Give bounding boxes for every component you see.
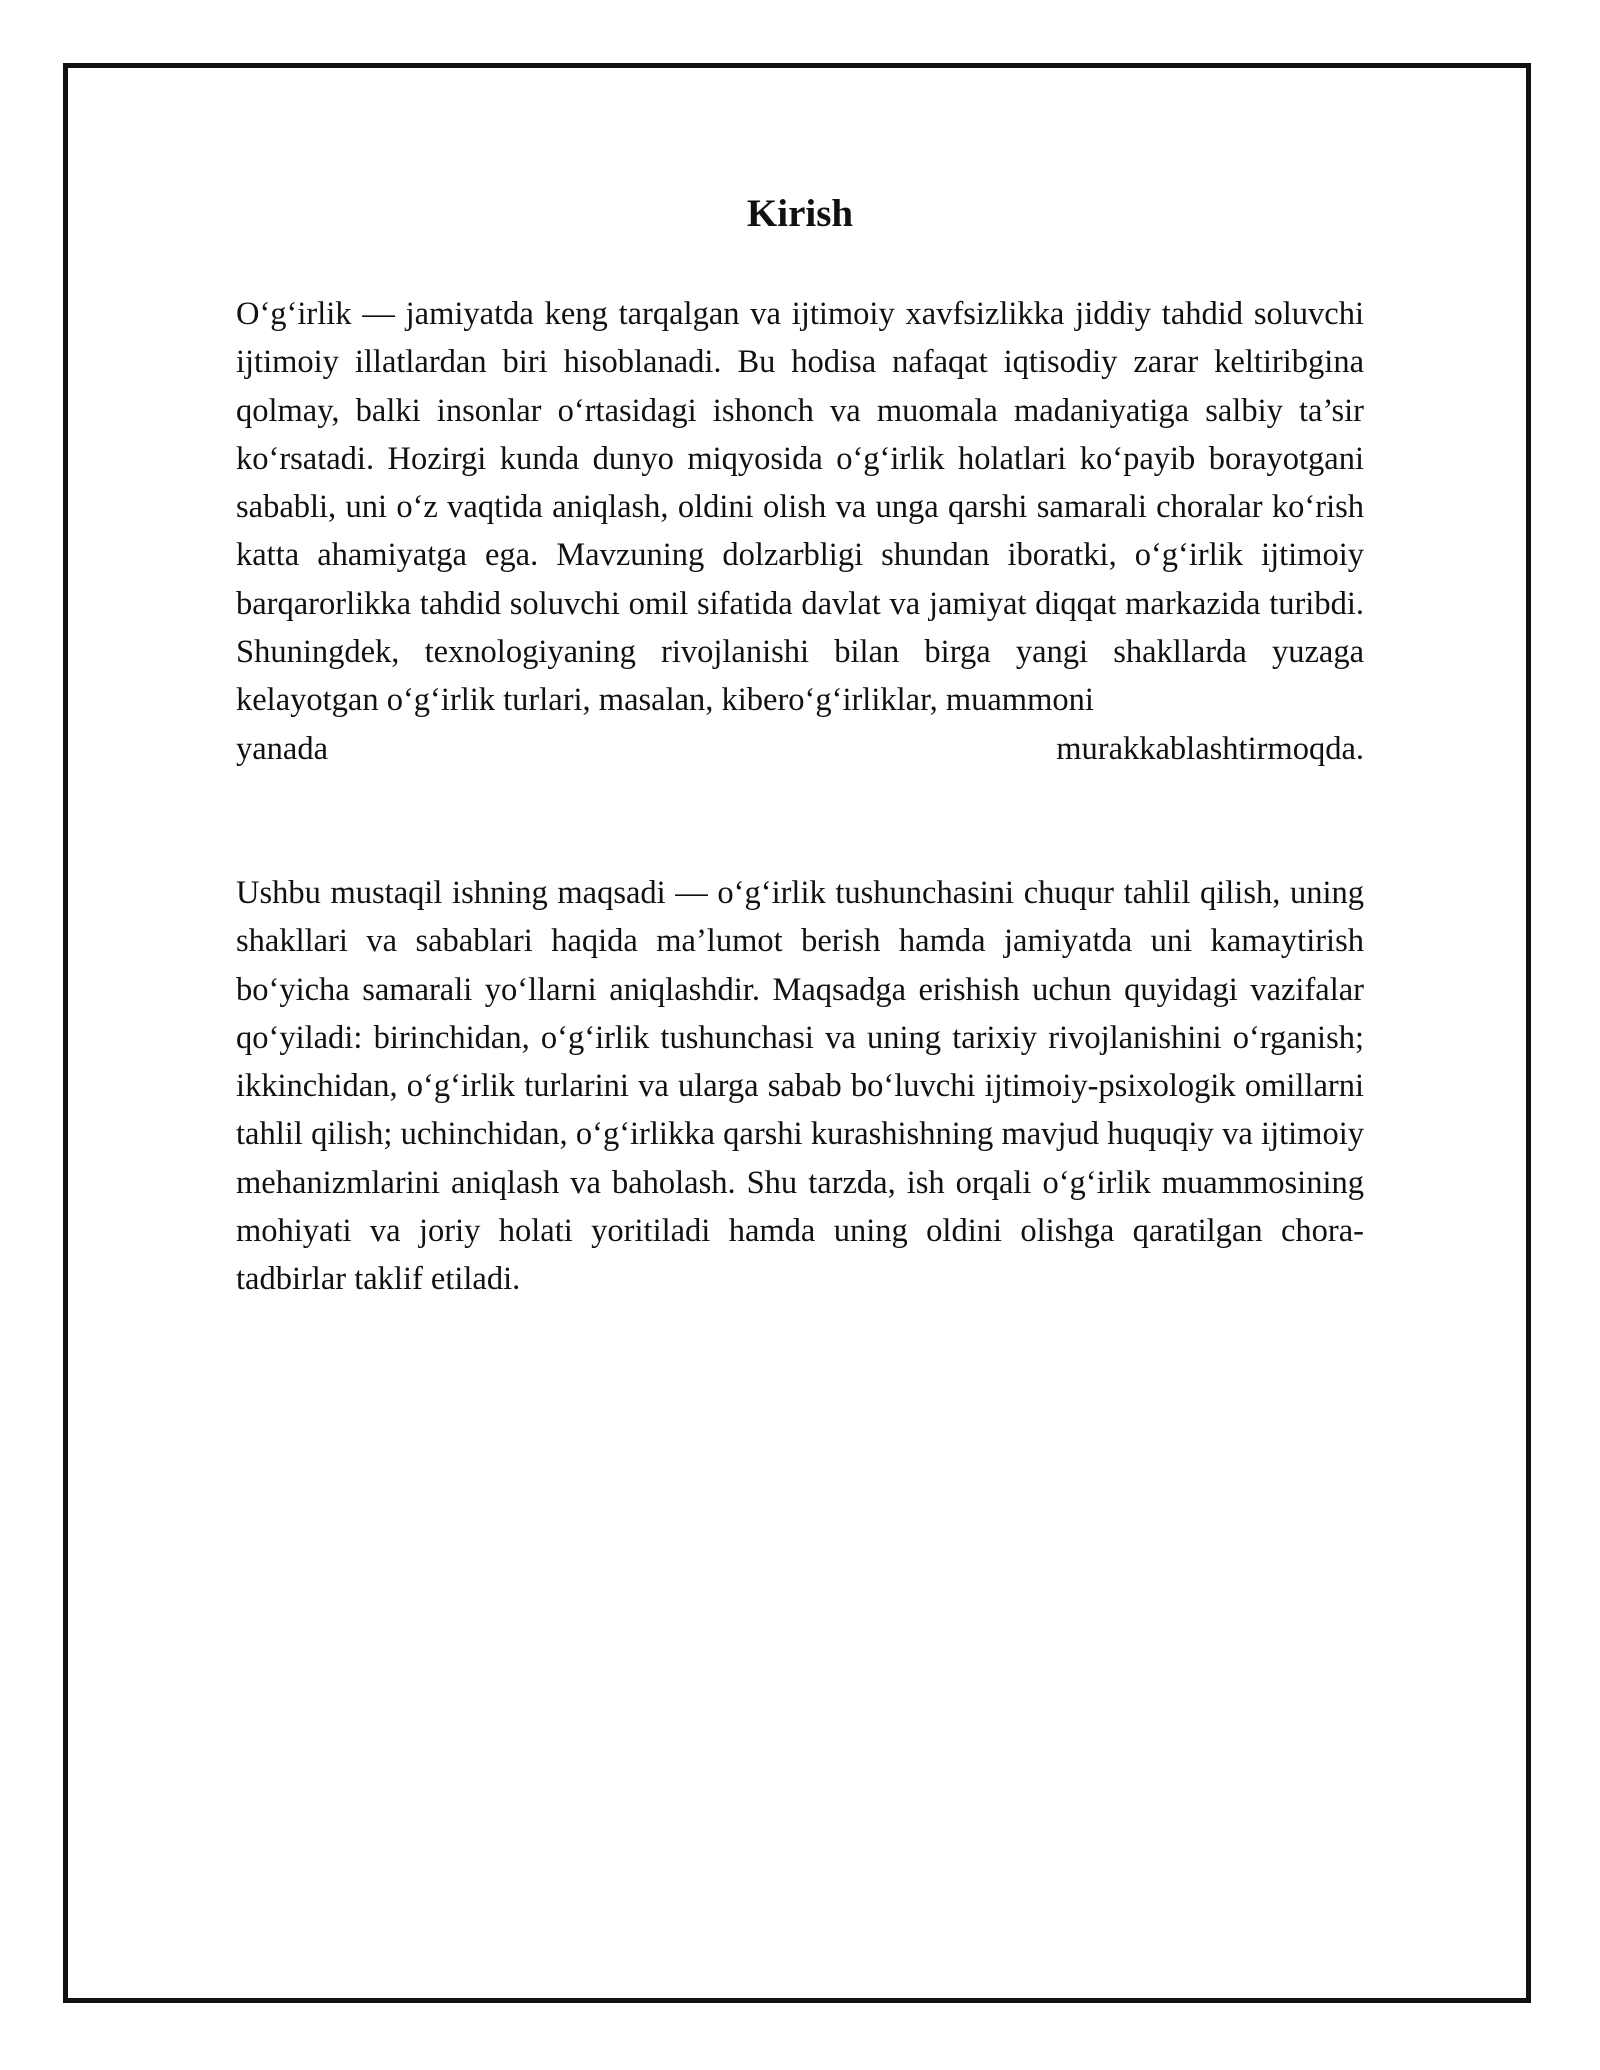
- page-title: Kirish: [746, 192, 854, 235]
- paragraph-intro-last-line: yanada murakkablashtirmoqda.: [236, 730, 1364, 767]
- paragraph-goals: Ushbu mustaqil ishning maqsadi — o‘g‘irlik tushunchasini chuqur tahlil qilish, uning shakllari va sabablari haqida ma’lumot berish hamda jamiyatda uni kamaytirish bo‘yicha samarali yo‘llarni aniqlashdir. Maqsadga erishish uchun quyidagi vazifalar qo‘yiladi: birinchidan, o‘g‘irlik tushunchasi va uning tarixiy rivojlanishini o‘rganish; ikkinchidan, o‘g‘irlik turlarini va ularga sabab bo‘luvchi ijtimoiy-psixologik omillarni tahlil qilish; uchinchidan, o‘g‘irlikka qarshi kurashishning mavjud huquqiy va ijtimoiy mehanizmlarini aniqlash va baholash. Shu tarzda, ish orqali o‘g‘irlik muammosining mohiyati va joriy holati yoritiladi hamda uning oldini olishga qaratilgan chora-tadbirlar taklif etiladi.: [236, 875, 1364, 1298]
- paragraph-intro: [236, 290, 1364, 773]
- paragraph-intro-text: O‘g‘irlik — jamiyatda keng tarqalgan va ijtimoiy xavfsizlikka jiddiy tahdid soluvchi ijtimoiy illatlardan biri hisoblanadi. Bu hodisa nafaqat iqtisodiy zarar keltiribgina qolmay, balki insonlar o‘rtasidagi ishonch va muomala madaniyatiga salbiy ta’sir ko‘rsatadi. Hozirgi kunda dunyo miqyosida o‘g‘irlik holatlari ko‘payib borayotgani sababli, uni o‘z vaqtida aniqlash, oldini olish va unga qarshi samarali choralar ko‘rish katta ahamiyatga ega. Mavzuning dolzarbligi shundan iboratki, o‘g‘irlik ijtimoiy barqarorlikka tahdid soluvchi omil sifatida davlat va jamiyat diqqat markazida turibdi. Shuningdek, texnologiyaning rivojlanishi bilan birga yangi shakllarda yuzaga kelayotgan o‘g‘irlik turlari, masalan, kibero‘g‘irliklar, muammoni: [236, 296, 1364, 719]
